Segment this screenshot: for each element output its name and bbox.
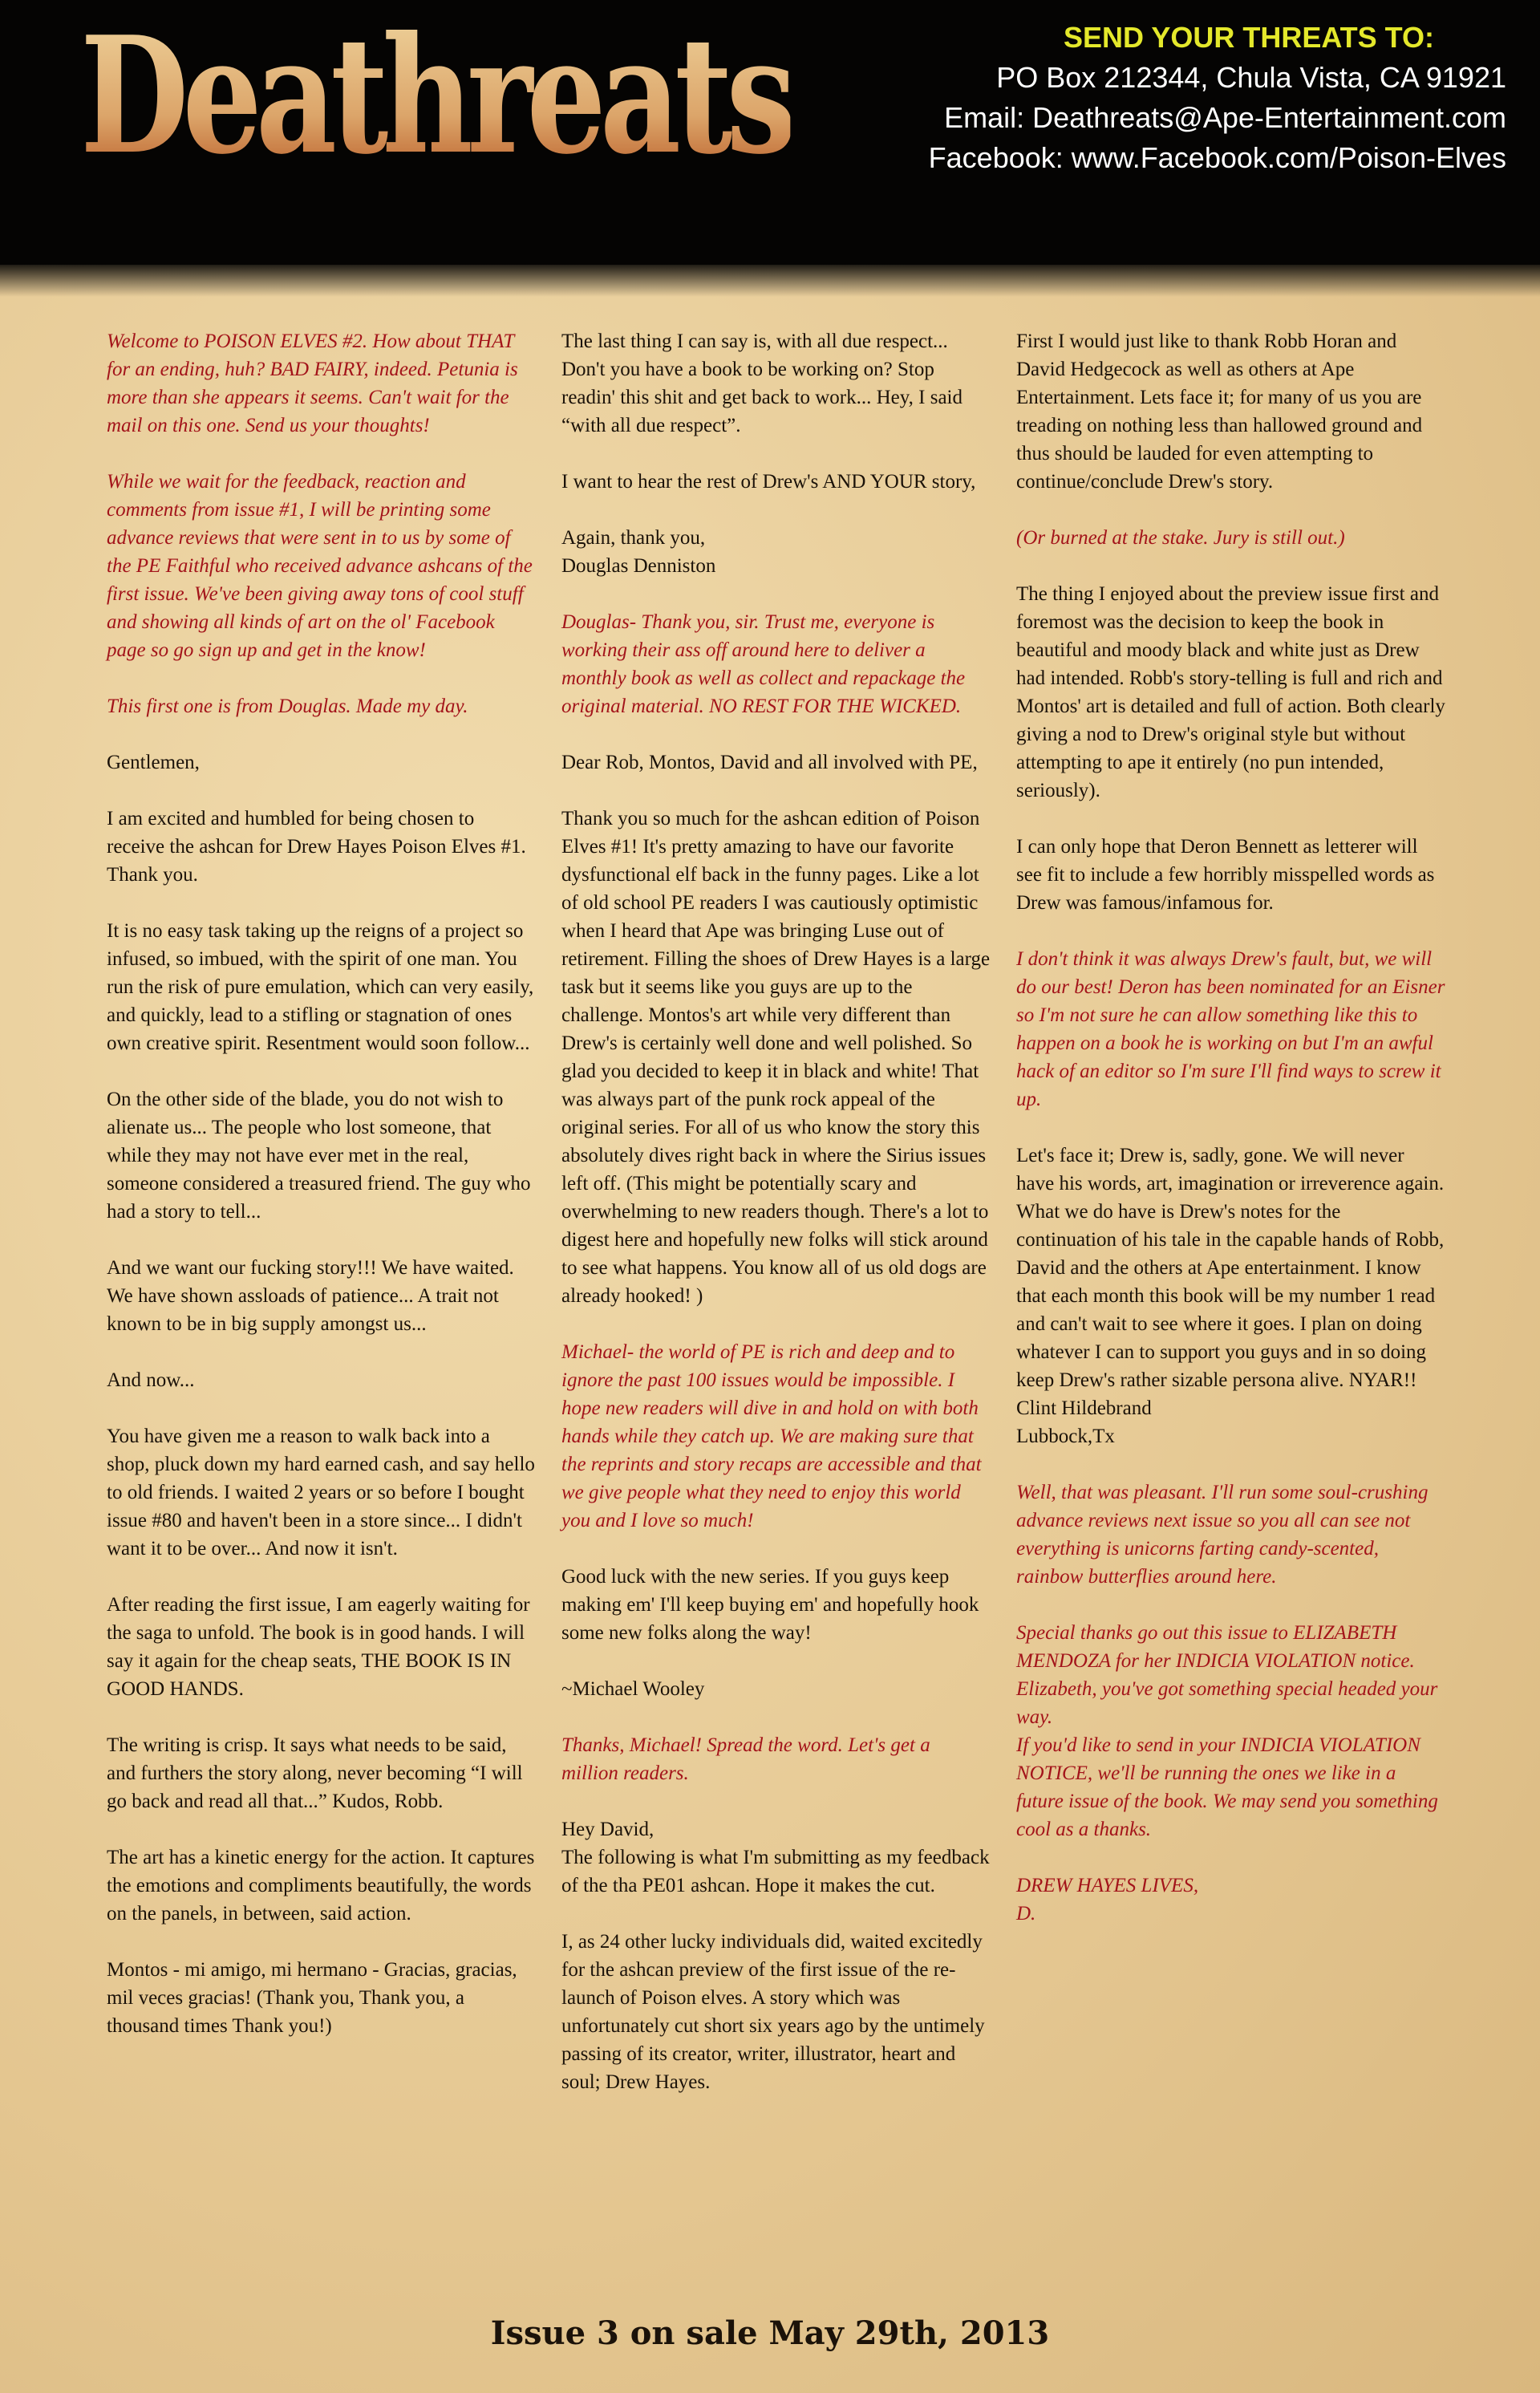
editor-reply: I don't think it was always Drew's fault, but, we will do our best! Deron has been nominated for an Eisner so I'm not sure he can allow something like this to happen on a book he is working on but I'm an awful hack of an editor so I'm sure I'll find ways to screw it up. xyxy=(1016,948,1445,1110)
editor-reply: Welcome to POISON ELVES #2. How about THAT for an ending, huh? BAD FAIRY, indeed. Petunia is more than she appears it seems. Can't wait for the mail on this one. Send us your thoughts! xyxy=(107,331,518,436)
editor-reply: This first one is from Douglas. Made my day. xyxy=(107,696,468,717)
mailing-address: PO Box 212344, Chula Vista, CA 91921 xyxy=(996,61,1506,94)
contact-info xyxy=(929,18,1506,178)
reader-letter-paragraph: On the other side of the blade, you do not wish to alienate us... The people who lost someone, that while they may not have ever met in the real, someone considered a treasured friend. The guy who had a story to tell... xyxy=(107,1089,531,1223)
editor-reply: Thanks, Michael! Spread the word. Let's get a million readers. xyxy=(561,1734,930,1784)
reader-letter-paragraph: The thing I enjoyed about the preview issue first and foremost was the decision to keep the book in beautiful and moody black and white just as Drew had intended. Robb's story-telling is full and rich and Montos' art is detailed and full of action. Both clearly giving a nod to Drew's original style but without attempting to ape it entirely (no pun intended, seriously). xyxy=(1016,583,1445,801)
reader-letter-paragraph: Hey David, The following is what I'm submitting as my feedback of the tha PE01 ashcan. Hope it makes the cut. xyxy=(561,1819,990,1896)
reader-letter-paragraph: Again, thank you, Douglas Denniston xyxy=(561,527,716,577)
reader-letter-paragraph: Thank you so much for the ashcan edition of Poison Elves #1! It's pretty amazing to have our favorite dysfunctional elf back in the funny pages. Like a lot of old school PE readers I was cautiously optimistic when I heard that Ape was bringing Luse out of retirement. Filling the shoes of Drew Hayes is a large task but it seems like you guys are up to the challenge. Montos's art while very different than Drew's is certainly well done and well polished. So glad you decided to keep it in black and white! That was always part of the punk rock appeal of the original series. For all of us who know the story this absolutely dives right back in where the Sirius issues left off. (This might be potentially scary and overwhelming to new readers though. There's a lot to digest here and hopefully new folks will stick around to see what happens. You know all of us old dogs are already hooked! ) xyxy=(561,808,991,1307)
reader-letter-paragraph: Dear Rob, Montos, David and all involved with PE, xyxy=(561,752,978,773)
reader-letter-paragraph: You have given me a reason to walk back into a shop, pluck down my hard earned cash, and say hello to old friends. I waited 2 years or so before I bought issue #80 and haven't been in a store since... I didn't want it to be over... And now it isn't. xyxy=(107,1426,535,1560)
letters-column-3 xyxy=(1016,327,1445,1956)
letters-column-1 xyxy=(107,327,536,2068)
torn-edge-divider xyxy=(0,241,1540,297)
reader-letter-paragraph: And now... xyxy=(107,1369,195,1391)
reader-letter-paragraph: I am excited and humbled for being chosen to receive the ashcan for Drew Hayes Poison Elves #1. Thank you. xyxy=(107,808,526,886)
editor-reply: Well, that was pleasant. I'll run some soul-crushing advance reviews next issue so you all can see not everything is unicorns farting candy-scented, rainbow butterflies around here. xyxy=(1016,1482,1429,1588)
reader-letter-paragraph: Let's face it; Drew is, sadly, gone. We will never have his words, art, imagination or irreverence again. What we do have is Drew's notes for the continuation of his tale in the capable hands of Robb, David and the others at Ape entertainment. I know that each month this book will be my number 1 read and can't wait to see where it goes. I plan on doing whatever I can to support you guys and in so doing keep Drew's rather sizable persona alive. NYAR!! Clint Hildebrand Lubbock,Tx xyxy=(1016,1145,1445,1447)
editor-reply: While we wait for the feedback, reaction and comments from issue #1, I will be printing some advance reviews that were sent in to us by some of the PE Faithful who received advance ashcans of the first issue. We've been giving away tons of cool stuff and showing all kinds of art on the ol' Facebook page so go sign up and get in the know! xyxy=(107,471,533,661)
reader-letter-paragraph: Gentlemen, xyxy=(107,752,200,773)
reader-letter-paragraph: The writing is crisp. It says what needs to be said, and furthers the story along, never becoming “I will go back and read all that...” Kudos, Robb. xyxy=(107,1734,523,1812)
next-issue-notice: Issue 3 on sale May 29th, 2013 xyxy=(490,2314,1050,2352)
reader-letter-paragraph: I want to hear the rest of Drew's AND YOUR story, xyxy=(561,471,976,493)
editor-reply: Michael- the world of PE is rich and deep and to ignore the past 100 issues would be impossible. I hope new readers will dive in and hold on with both hands while they catch up. We are making sure that the reprints and story recaps are accessible and that we give people what they need to enjoy this world you and I love so much! xyxy=(561,1341,982,1531)
reader-letter-paragraph: And we want our fucking story!!! We have waited. We have shown assloads of patience... A trait not known to be in big supply amongst us... xyxy=(107,1257,514,1335)
header-banner xyxy=(0,0,1540,265)
reader-letter-paragraph: The art has a kinetic energy for the action. It captures the emotions and compliments beautifully, the words on the panels, in between, said action. xyxy=(107,1847,535,1925)
letters-column-2 xyxy=(561,327,991,2124)
editor-reply: DREW HAYES LIVES, D. xyxy=(1016,1875,1199,1925)
email-address: Email: Deathreats@Ape-Entertainment.com xyxy=(944,101,1506,134)
editor-reply: Douglas- Thank you, sir. Trust me, everyone is working their ass off around here to deliver a monthly book as well as collect and repackage the original material. NO REST FOR THE WICKED. xyxy=(561,611,966,717)
reader-letter-paragraph: Montos - mi amigo, mi hermano - Gracias, gracias, mil veces gracias! (Thank you, Thank you, a thousand times Thank you!) xyxy=(107,1959,517,2037)
reader-letter-paragraph: First I would just like to thank Robb Horan and David Hedgecock as well as others at Ape Entertainment. Lets face it; for many of us you are treading on nothing less than hallowed ground and thus should be lauded for even attempting to continue/conclude Drew's story. xyxy=(1016,331,1423,493)
reader-letter-paragraph: ~Michael Wooley xyxy=(561,1678,705,1700)
reader-letter-paragraph: The last thing I can say is, with all due respect... Don't you have a book to be working on? Stop readin' this shit and get back to work... Hey, I said “with all due respect”. xyxy=(561,331,962,436)
reader-letter-paragraph: I can only hope that Deron Bennett as letterer will see fit to include a few horribly misspelled words as Drew was famous/infamous for. xyxy=(1016,836,1435,914)
reader-letter-paragraph: Good luck with the new series. If you guys keep making em' I'll keep buying em' and hopefully hook some new folks along the way! xyxy=(561,1566,979,1644)
reader-letter-paragraph: It is no easy task taking up the reigns of a project so infused, so imbued, with the spirit of one man. You run the risk of pure emulation, which can very easily, and quickly, lead to a stifling or stagnation of ones own creative spirit. Resentment would soon follow... xyxy=(107,920,534,1054)
reader-letter-paragraph: After reading the first issue, I am eagerly waiting for the saga to unfold. The book is in good hands. I will say it again for the cheap seats, THE BOOK IS IN GOOD HANDS. xyxy=(107,1594,530,1700)
facebook-link: Facebook: www.Facebook.com/Poison-Elves xyxy=(928,141,1506,174)
reader-letter-paragraph: I, as 24 other lucky individuals did, waited excitedly for the ashcan preview of the first issue of the re-launch of Poison elves. A story which was unfortunately cut short six years ago by the untimely passing of its creator, writer, illustrator, heart and soul; Drew Hayes. xyxy=(561,1931,985,2093)
editor-reply: (Or burned at the stake. Jury is still out.) xyxy=(1016,527,1345,549)
editor-reply: Special thanks go out this issue to ELIZABETH MENDOZA for her INDICIA VIOLATION notice. Elizabeth, you've got something special headed your way. If you'd like to send in your INDICIA VIOLATION NOTICE, we'll be running the ones we like in a future issue of the book. We may send you something cool as a thanks. xyxy=(1016,1622,1438,1840)
deathreats-logo: Deathreats xyxy=(80,0,791,193)
send-threats-heading: SEND YOUR THREATS TO: xyxy=(1063,21,1434,54)
